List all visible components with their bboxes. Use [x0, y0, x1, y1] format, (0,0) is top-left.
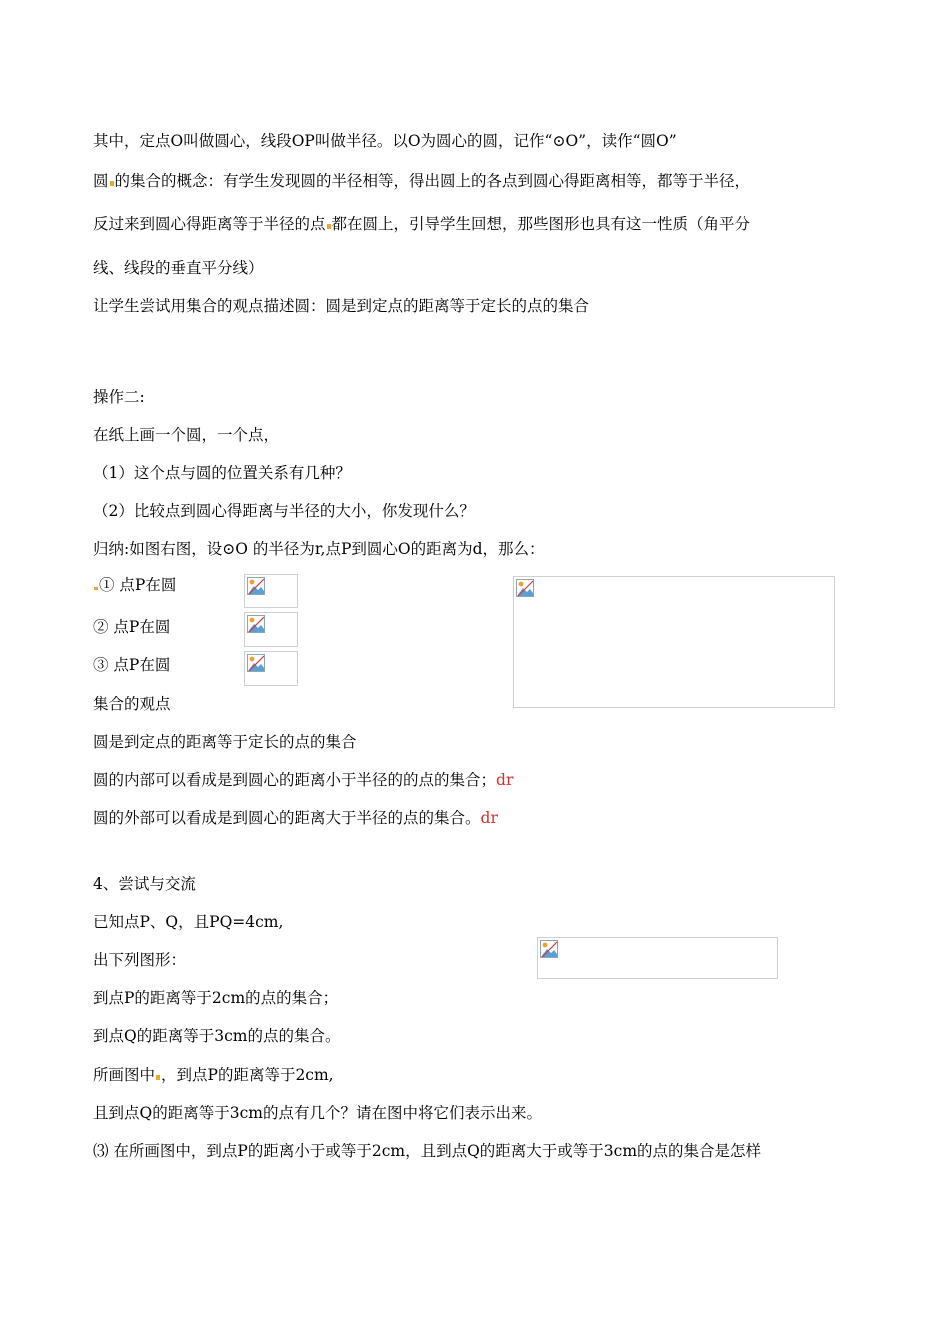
broken-image-icon [540, 940, 558, 958]
text-line-4: 线、线段的垂直平分线） [93, 259, 264, 277]
case-3: ③ 点P在圆 [93, 656, 171, 674]
text-line-25: ⑶ 在所画图中，到点P的距离小于或等于2cm，且到点Q的距离大于或等于3cm的点的集合是怎样 [93, 1142, 762, 1160]
section-heading-operation-2: 操作二: [93, 388, 145, 406]
anchor-marker-icon [94, 587, 98, 590]
anchor-marker-icon [327, 224, 331, 229]
text-line-5: 让学生尝试用集合的观点描述圆：圆是到定点的距离等于定长的点的集合 [93, 297, 590, 315]
formula-fallback-text: dr [496, 771, 514, 789]
summary-line: 归纳:如图右图，设⊙O 的半径为r,点P到圆心O的距离为d，那么： [93, 540, 545, 558]
figure-image-circle [513, 576, 835, 708]
text-line-7: 在纸上画一个圆，一个点， [93, 426, 280, 444]
formula-image-2 [244, 612, 298, 647]
text-line-23: 所画图中 ，到点P的距离等于2cm, [93, 1066, 334, 1084]
text-line-20: 出下列图形： [93, 951, 187, 969]
anchor-marker-icon [110, 181, 114, 186]
text-line-22: 到点Q的距离等于3cm的点的集合。 [93, 1027, 341, 1045]
broken-image-icon [516, 579, 534, 597]
text-line-17: 圆的外部可以看成是到圆心的距离大于半径的点的集合。dr [93, 809, 498, 827]
broken-image-icon [247, 654, 265, 672]
text-line-1: 其中，定点O叫做圆心，线段OP叫做半径。以O为圆心的圆，记作“⊙O”，读作“圆O” [93, 132, 677, 150]
broken-image-icon [247, 577, 265, 595]
case-1: ① 点P在圆 [93, 575, 176, 595]
figure-image-pq [537, 937, 778, 979]
anchor-marker-icon [156, 1075, 160, 1080]
text-line-16: 圆的内部可以看成是到圆心的距离小于半径的的点的集合；dr [93, 771, 514, 789]
text-line-3: 反过来到圆心得距离等于半径的点 都在圆上，引导学生回想，那些图形也具有这一性质（角平分 [93, 215, 751, 233]
section-heading-4: 4、尝试与交流 [93, 875, 196, 893]
text-line-24: 且到点Q的距离等于3cm的点有几个？请在图中将它们表示出来。 [93, 1104, 542, 1122]
text-line-15: 圆是到定点的距离等于定长的点的集合 [93, 733, 357, 751]
question-2: （2）比较点到圆心得距离与半径的大小，你发现什么？ [93, 502, 475, 520]
formula-fallback-text: dr [480, 809, 498, 827]
formula-image-3 [244, 651, 298, 686]
text-line-19: 已知点P、Q，且PQ=4cm, [93, 913, 284, 931]
question-1: （1）这个点与圆的位置关系有几种？ [93, 464, 351, 482]
text-line-21: 到点P的距离等于2cm的点的集合； [93, 989, 339, 1007]
text-line-14: 集合的观点 [93, 695, 171, 713]
case-2: ② 点P在圆 [93, 618, 171, 636]
text-line-2: 圆 的集合的概念：有学生发现圆的半径相等，得出圆上的各点到圆心得距离相等，都等于半径， [93, 172, 751, 190]
formula-image-1 [244, 574, 298, 608]
broken-image-icon [247, 615, 265, 633]
